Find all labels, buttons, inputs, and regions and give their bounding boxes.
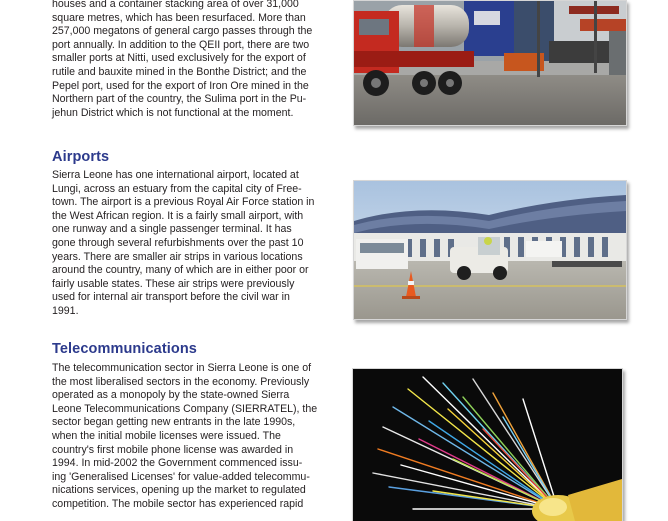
airport-photo-graphic: [354, 181, 626, 319]
airport-photo: [353, 180, 627, 320]
port-photo-graphic: [354, 1, 626, 125]
text-line: houses and a container stacking area of over 31,000: [52, 0, 299, 10]
text-line: fairly usable states. These air strips were previously: [52, 277, 295, 290]
fiber-optic-photo-graphic: [353, 369, 622, 521]
text-line: when the initial mobile licenses were issued. The: [52, 429, 281, 442]
text-line: 1991.: [52, 304, 79, 317]
ports-paragraph: [52, 0, 324, 120]
text-line: sector began getting new entrants in the late 1990s,: [52, 416, 296, 429]
text-line: gone through several refurbishments over the past 10: [52, 236, 304, 249]
text-line: smaller ports at Nitti, used exclusively for the export of: [52, 52, 306, 65]
telecommunications-heading: Telecommunications: [52, 341, 197, 357]
text-line: 1994. In mid-2002 the Government commenced issu-: [52, 457, 303, 470]
text-line: square metres, which has been resurfaced. More than: [52, 11, 306, 24]
text-line: years. There are smaller air strips in various locations: [52, 250, 303, 263]
text-line: Pepel port, used for the export of Iron Ore mined in the: [52, 79, 309, 92]
text-line: port annually. In addition to the QEII port, there are two: [52, 38, 310, 51]
airports-heading: Airports: [52, 149, 110, 165]
text-line: The telecommunication sector in Sierra Leone is one of: [52, 362, 312, 374]
text-line: town. The airport is a previous Royal Air Force station in: [52, 196, 315, 209]
text-line: country's first mobile phone license was awarded in: [52, 443, 294, 456]
text-line: competition. The mobile sector has experienced rapid: [52, 497, 304, 510]
text-line: jehun District which is not functional at the moment.: [52, 106, 294, 119]
port-photo: [353, 0, 627, 126]
text-line: Lungi, across an estuary from the capital city of Free-: [52, 182, 302, 195]
text-line: rutile and bauxite mined in the Bonthe District; and the: [52, 65, 307, 78]
text-line: the West African region. It is a fairly small airport, with: [52, 209, 304, 222]
text-line: nications services, opening up the market to regulated: [52, 484, 306, 497]
text-line: 257,000 megatons of general cargo passes through the: [52, 25, 313, 38]
telecommunications-paragraph: [52, 362, 324, 512]
text-line: one runway and a single passenger terminal. It has: [52, 223, 292, 236]
text-line: Sierra Leone has one international airport, located at: [52, 169, 299, 181]
airports-paragraph: [52, 169, 324, 319]
fiber-optic-photo: [352, 368, 623, 521]
text-line: around the country, many of which are in either poor or: [52, 264, 309, 277]
text-line: Northern part of the country, the Sulima port in the Pu-: [52, 93, 307, 106]
text-line: operated as a monopoly by the state-owned Sierra: [52, 389, 290, 402]
text-line: ing 'Generalised Licenses' for value-added telecommu-: [52, 470, 310, 483]
text-line: the most liberalised sectors in the economy. Previously: [52, 375, 310, 388]
text-line: Leone Telecommunications Company (SIERRATEL), the: [52, 402, 318, 415]
text-line: used for internal air transport before the civil war in: [52, 291, 290, 304]
